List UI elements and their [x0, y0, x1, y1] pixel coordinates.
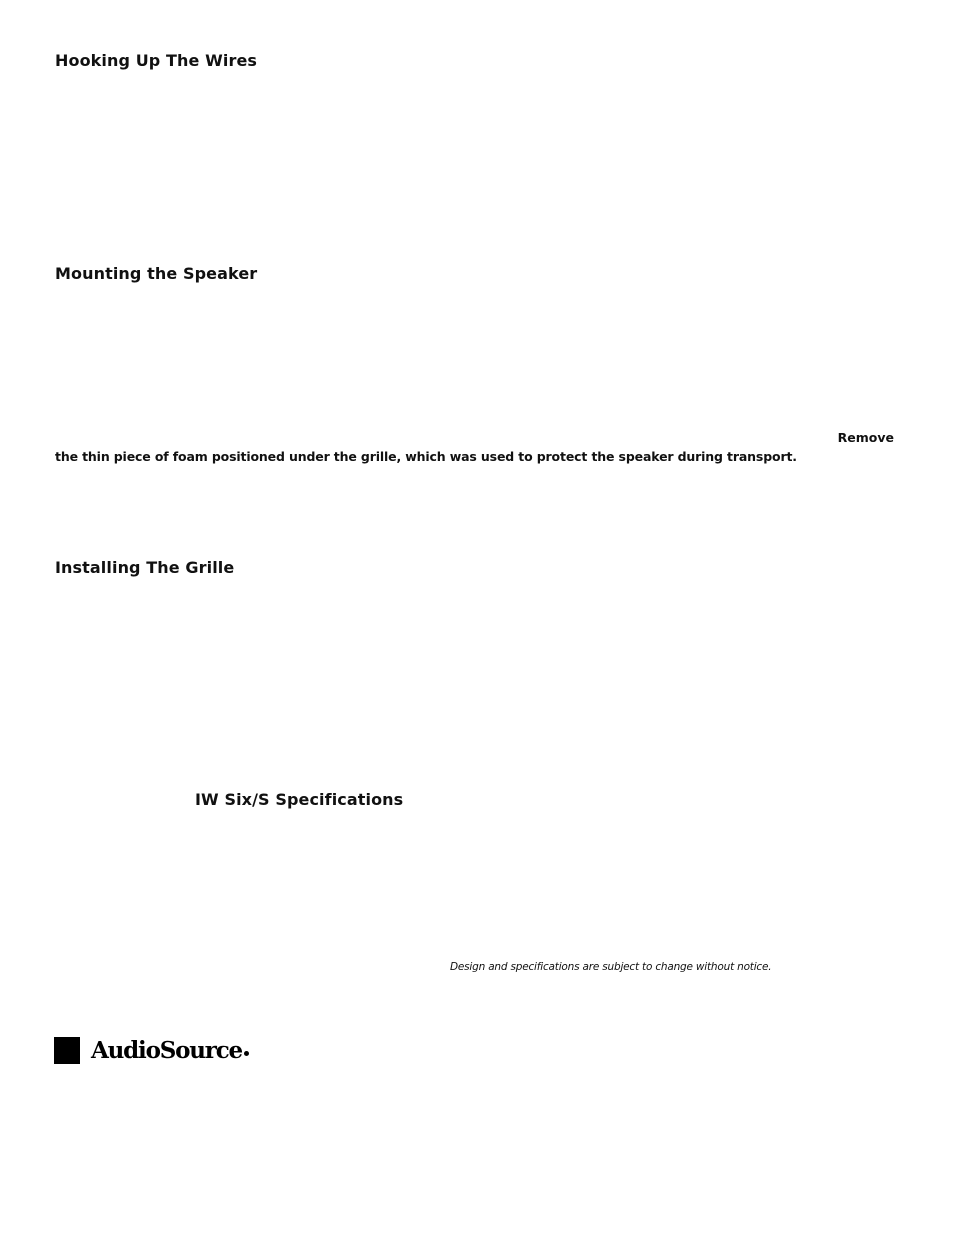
audiosource-logo	[54, 1036, 249, 1064]
heading-specifications: IW Six/S Specifications	[195, 790, 404, 809]
specifications-disclaimer: Design and specifications are subject to change without notice.	[450, 961, 772, 973]
logo-square-mark	[54, 1037, 80, 1064]
logo-registered-dot	[244, 1051, 249, 1056]
heading-mounting-speaker: Mounting the Speaker	[55, 264, 258, 283]
mounting-text-line-1-end: Remove	[837, 430, 894, 445]
heading-installing-grille: Installing The Grille	[55, 558, 235, 577]
logo-wordmark: AudioSource	[91, 1036, 242, 1064]
mounting-text-line-2: the thin piece of foam positioned under the grille, which was used to protect the speaker during transport.	[55, 449, 797, 464]
heading-hooking-up-wires: Hooking Up The Wires	[55, 51, 258, 70]
